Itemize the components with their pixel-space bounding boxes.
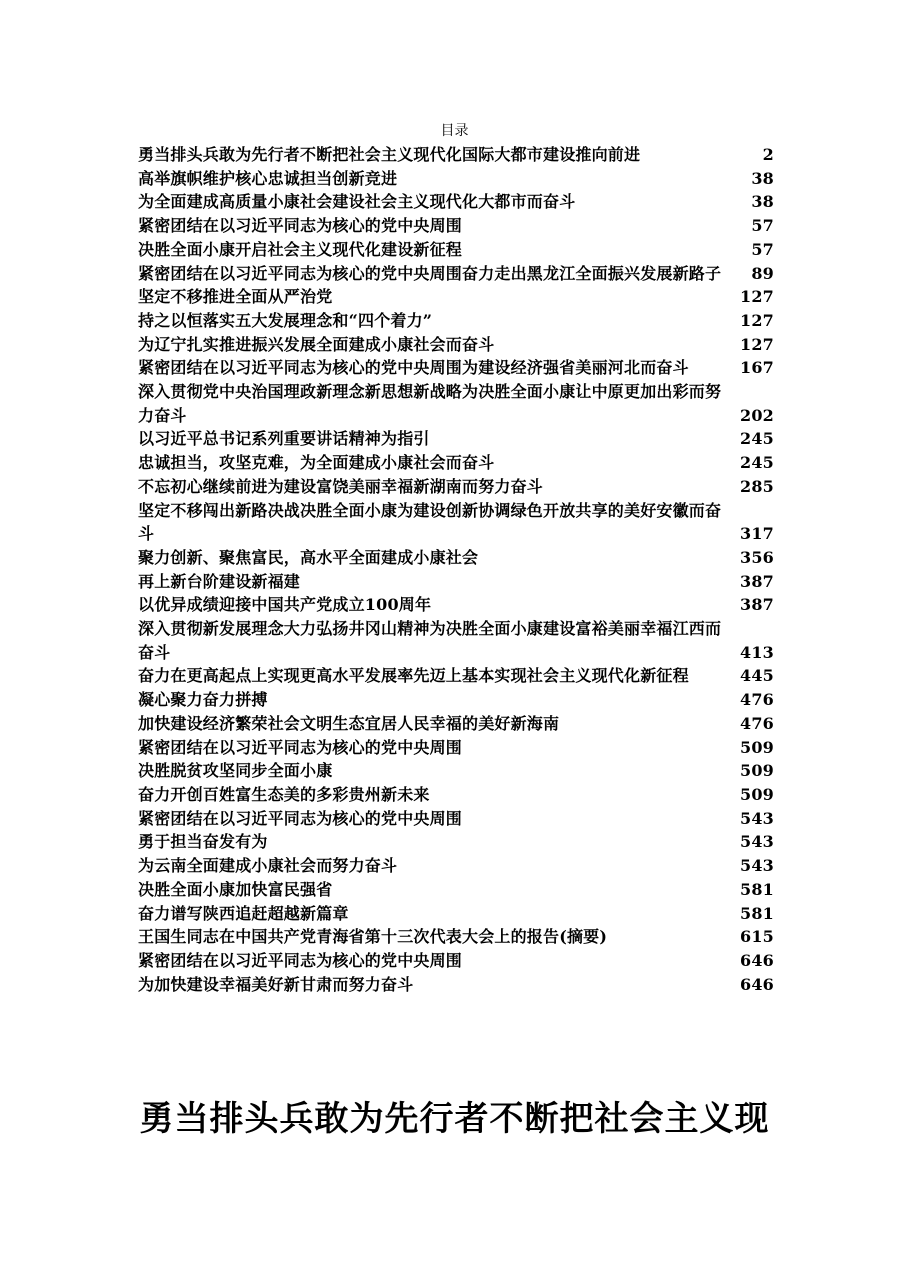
toc-entry-title: 决胜脱贫攻坚同步全面小康 bbox=[138, 761, 333, 781]
toc-entry-page-number: 38 bbox=[751, 192, 774, 212]
toc-entry-title: 再上新台阶建设新福建 bbox=[138, 571, 301, 591]
toc-entry-page-number: 127 bbox=[740, 310, 774, 330]
toc-entry-title: 以优异成绩迎接中国共产党成立100周年 bbox=[138, 595, 432, 615]
toc-entry-title: 紧密团结在以习近平同志为核心的党中央周围 bbox=[138, 950, 463, 970]
toc-entry[interactable] bbox=[138, 783, 774, 807]
toc-entry-title: 决胜全面小康开启社会主义现代化建设新征程 bbox=[138, 239, 463, 259]
toc-entry-page-number: 509 bbox=[740, 761, 774, 781]
toc-entry-title: 高举旗帜维护核心忠诚担当创新竞进 bbox=[138, 168, 398, 188]
toc-entry[interactable] bbox=[138, 143, 774, 167]
toc-entry-page-number: 127 bbox=[740, 287, 774, 307]
toc-entry[interactable] bbox=[138, 214, 774, 238]
toc-entry-page-number: 57 bbox=[751, 216, 774, 236]
toc-entry-title: 为全面建成高质量小康社会建设社会主义现代化大都市而奋斗 bbox=[138, 192, 576, 212]
toc-entry[interactable] bbox=[138, 902, 774, 926]
toc-entry[interactable] bbox=[138, 736, 774, 760]
toc-entry-title: 以习近平总书记系列重要讲话精神为指引 bbox=[138, 429, 430, 449]
toc-entry-title: 勇于担当奋发有为 bbox=[138, 832, 268, 852]
toc-entry-page-number: 89 bbox=[751, 263, 774, 283]
toc-entry-page-number: 413 bbox=[740, 642, 774, 662]
toc-entry-title: 聚力创新、聚焦富民，高水平全面建成小康社会 bbox=[138, 547, 479, 567]
toc-entry-title: 深入贯彻新发展理念大力弘扬井冈山精神为决胜全面小康建设富裕美丽幸福江西而奋斗 bbox=[138, 619, 722, 662]
toc-entry[interactable] bbox=[138, 427, 774, 451]
toc-entry[interactable] bbox=[138, 878, 774, 902]
toc-entry[interactable] bbox=[138, 475, 774, 499]
toc-entry-page-number: 476 bbox=[740, 690, 774, 710]
toc-entry[interactable] bbox=[138, 830, 774, 854]
toc-entry[interactable] bbox=[138, 451, 774, 475]
toc-entry-title: 凝心聚力奋力拼搏 bbox=[138, 690, 268, 710]
toc-entry-title: 紧密团结在以习近平同志为核心的党中央周围为建设经济强省美丽河北而奋斗 bbox=[138, 358, 689, 378]
toc-entry-page-number: 245 bbox=[740, 429, 774, 449]
toc-entry[interactable] bbox=[138, 309, 774, 333]
toc-entry-title: 勇当排头兵敢为先行者不断把社会主义现代化国际大都市建设推向前进 bbox=[138, 145, 641, 164]
toc-entry-page-number: 2 bbox=[762, 145, 774, 164]
toc-entry-page-number: 285 bbox=[740, 476, 774, 496]
toc-entry-page-number: 615 bbox=[740, 927, 774, 947]
toc-entry[interactable] bbox=[138, 546, 774, 570]
toc-entry[interactable] bbox=[138, 356, 774, 380]
toc-entry-title: 紧密团结在以习近平同志为核心的党中央周围 bbox=[138, 737, 463, 757]
toc-entry-page-number: 509 bbox=[740, 737, 774, 757]
toc-entry-page-number: 543 bbox=[740, 856, 774, 876]
toc-entry-title: 持之以恒落实五大发展理念和“四个着力” bbox=[138, 310, 433, 330]
toc-entry-title: 深入贯彻党中央治国理政新理念新思想新战略为决胜全面小康让中原更加出彩而努力奋斗 bbox=[138, 382, 722, 425]
toc-entry-title: 决胜全面小康加快富民强省 bbox=[138, 879, 333, 899]
toc-entry[interactable] bbox=[138, 167, 774, 191]
toc-entry-title: 坚定不移闯出新路决战决胜全面小康为建设创新协调绿色开放共享的美好安徽而奋斗 bbox=[138, 500, 722, 544]
toc-entry-page-number: 57 bbox=[751, 239, 774, 259]
toc-entry[interactable] bbox=[138, 380, 774, 427]
toc-entry-title: 加快建设经济繁荣社会文明生态宜居人民幸福的美好新海南 bbox=[138, 713, 560, 733]
toc-entry-title: 奋力在更高起点上实现更高水平发展率先迈上基本实现社会主义现代化新征程 bbox=[138, 666, 689, 686]
toc-entry-page-number: 387 bbox=[740, 571, 774, 591]
toc-entry-page-number: 581 bbox=[740, 879, 774, 899]
toc-list bbox=[138, 143, 774, 996]
toc-title: 目录 bbox=[440, 123, 469, 139]
toc-entry-title: 紧密团结在以习近平同志为核心的党中央周围 bbox=[138, 216, 463, 236]
toc-entry-title: 为辽宁扎实推进振兴发展全面建成小康社会而奋斗 bbox=[138, 334, 495, 354]
toc-entry-page-number: 127 bbox=[740, 334, 774, 354]
toc-entry-page-number: 476 bbox=[740, 713, 774, 733]
toc-entry-title: 奋力谱写陕西追赶超越新篇章 bbox=[138, 903, 349, 923]
toc-entry[interactable] bbox=[138, 262, 774, 286]
toc-entry-title: 王国生同志在中国共产党青海省第十三次代表大会上的报告(摘要) bbox=[138, 927, 608, 947]
toc-entry[interactable] bbox=[138, 570, 774, 594]
toc-entry-page-number: 581 bbox=[740, 903, 774, 923]
toc-entry-page-number: 202 bbox=[740, 405, 774, 425]
toc-entry[interactable] bbox=[138, 499, 774, 546]
toc-entry-page-number: 387 bbox=[740, 595, 774, 615]
toc-entry[interactable] bbox=[138, 190, 774, 214]
toc-entry-page-number: 245 bbox=[740, 453, 774, 473]
toc-entry[interactable] bbox=[138, 688, 774, 712]
toc-entry-page-number: 317 bbox=[740, 524, 774, 544]
toc-entry-page-number: 167 bbox=[740, 358, 774, 378]
toc-entry[interactable] bbox=[138, 949, 774, 973]
toc-entry-title: 奋力开创百姓富生态美的多彩贵州新未来 bbox=[138, 784, 430, 804]
toc-entry[interactable] bbox=[138, 854, 774, 878]
toc-entry[interactable] bbox=[138, 712, 774, 736]
toc-entry-page-number: 543 bbox=[740, 808, 774, 828]
toc-entry[interactable] bbox=[138, 925, 774, 949]
toc-entry-page-number: 445 bbox=[740, 666, 774, 686]
toc-entry[interactable] bbox=[138, 807, 774, 831]
toc-entry[interactable] bbox=[138, 285, 774, 309]
toc-entry-page-number: 543 bbox=[740, 832, 774, 852]
toc-entry[interactable] bbox=[138, 238, 774, 262]
toc-entry[interactable] bbox=[138, 593, 774, 617]
toc-entry[interactable] bbox=[138, 973, 774, 997]
toc-entry-title: 忠诚担当，攻坚克难，为全面建成小康社会而奋斗 bbox=[138, 453, 495, 473]
toc-entry-page-number: 646 bbox=[740, 950, 774, 970]
section-heading: 勇当排头兵敢为先行者不断把社会主义现 bbox=[139, 1099, 770, 1139]
toc-entry-title: 坚定不移推进全面从严治党 bbox=[138, 287, 333, 307]
toc-entry-title: 为云南全面建成小康社会而努力奋斗 bbox=[138, 856, 398, 876]
toc-entry-page-number: 38 bbox=[751, 168, 774, 188]
toc-entry[interactable] bbox=[138, 617, 774, 664]
toc-entry-title: 紧密团结在以习近平同志为核心的党中央周围奋力走出黑龙江全面振兴发展新路子 bbox=[138, 263, 722, 283]
toc-entry-page-number: 646 bbox=[740, 974, 774, 994]
toc-entry-page-number: 356 bbox=[740, 547, 774, 567]
toc-entry[interactable] bbox=[138, 664, 774, 688]
toc-entry[interactable] bbox=[138, 759, 774, 783]
toc-entry-title: 不忘初心继续前进为建设富饶美丽幸福新湖南而努力奋斗 bbox=[138, 476, 544, 496]
toc-entry-title: 为加快建设幸福美好新甘肃而努力奋斗 bbox=[138, 974, 414, 994]
toc-entry-page-number: 509 bbox=[740, 784, 774, 804]
toc-entry-title: 紧密团结在以习近平同志为核心的党中央周围 bbox=[138, 808, 463, 828]
toc-entry[interactable] bbox=[138, 333, 774, 357]
